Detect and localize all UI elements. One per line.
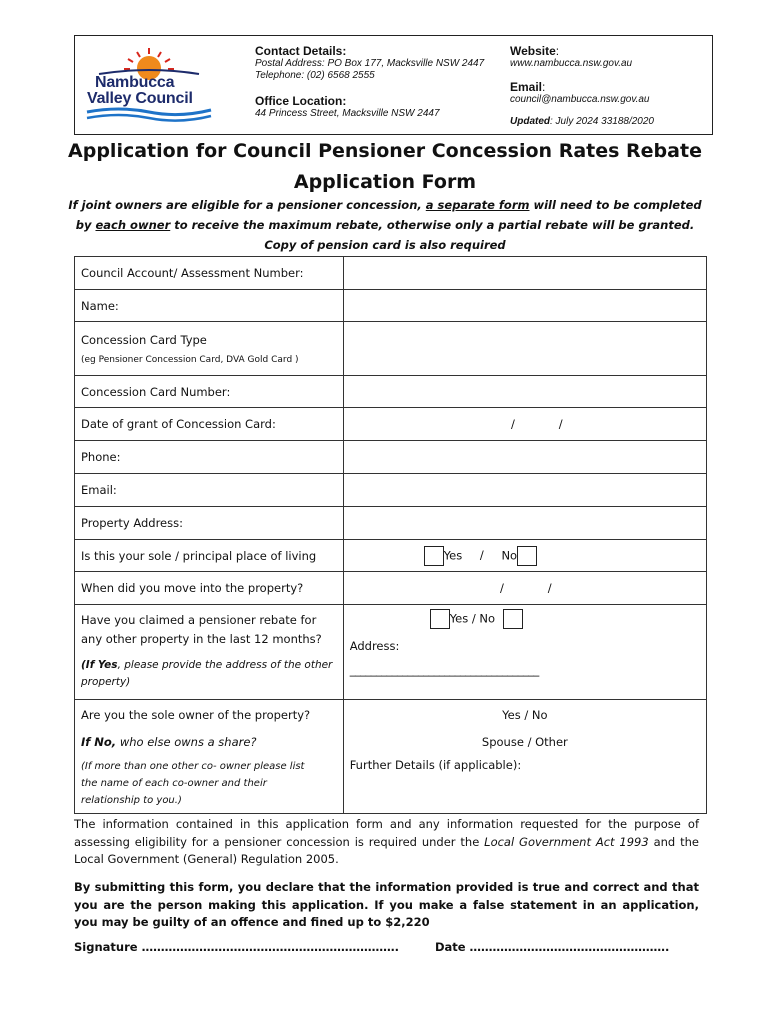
co-owner-line-3: relationship to you.)	[81, 794, 182, 806]
if-no-bold: If No,	[81, 734, 117, 749]
property-address-input[interactable]	[343, 507, 706, 540]
claimed-cell	[75, 605, 344, 700]
intro-emphasis: a separate form	[425, 198, 530, 212]
yes-no-label: Yes / No	[449, 611, 496, 626]
table-row	[75, 441, 707, 474]
if-yes-rest: , please provide the address of the other	[117, 659, 333, 671]
card-type-input[interactable]	[343, 322, 706, 376]
intro-text: to receive the maximum rebate, otherwise only a partial rebate will be granted.	[170, 218, 695, 232]
email-input[interactable]	[343, 474, 706, 507]
card-type-example: (eg Pensioner Concession Card, DVA Gold Card )	[81, 354, 299, 365]
property-address-label: Property Address:	[75, 507, 344, 540]
sole-owner-label: Are you the sole owner of the property?	[75, 700, 344, 730]
further-details-label: Further Details (if applicable):	[349, 757, 522, 772]
website-link[interactable]: www.nambucca.nsw.gov.au	[510, 58, 633, 69]
sole-owner-answer[interactable]: Yes / No	[343, 700, 706, 730]
intro-line-2	[0, 218, 770, 232]
sole-place-label: Is this your sole / principal place of living	[75, 540, 344, 572]
account-label: Council Account/ Assessment Number:	[75, 257, 344, 290]
move-in-label: When did you move into the property?	[75, 572, 344, 605]
if-no-cell	[75, 730, 344, 754]
claimed-line-2: any other property in the last 12 months?	[81, 632, 322, 646]
table-row	[75, 605, 707, 700]
sole-place-options	[343, 540, 706, 572]
date-grant-input[interactable]: / /	[343, 408, 706, 441]
postal-address: Postal Address: PO Box 177, Macksville NSW 2447	[255, 58, 485, 69]
table-row	[75, 408, 707, 441]
co-owner-note-cell	[75, 754, 344, 814]
further-details-input[interactable]	[343, 754, 706, 814]
email-title: Email	[510, 80, 543, 94]
sole-place-no-checkbox[interactable]	[517, 546, 537, 566]
privacy-statement	[74, 816, 699, 869]
table-row	[75, 700, 707, 730]
name-input[interactable]	[343, 290, 706, 322]
co-owner-line-2: the name of each co-owner and their	[81, 777, 267, 789]
claimed-line-1: Have you claimed a pensioner rebate for	[81, 613, 317, 627]
sole-place-yes-checkbox[interactable]	[424, 546, 444, 566]
council-logo	[79, 44, 219, 124]
page-title: Application for Council Pensioner Concession Rates Rebate	[68, 140, 702, 162]
telephone: Telephone: (02) 6568 2555	[255, 70, 375, 81]
table-row	[75, 257, 707, 290]
privacy-text-end: and the Local Government (General) Regulation 2005.	[74, 834, 699, 866]
date-field[interactable]: Date …………………………………………….	[434, 940, 670, 954]
intro-emphasis: each owner	[95, 218, 171, 232]
claimed-yes-checkbox[interactable]	[430, 609, 450, 629]
card-type-cell	[75, 322, 344, 376]
office-title: Office Location:	[255, 94, 347, 108]
logo-line-1: Nambucca	[95, 74, 175, 91]
no-label: No	[501, 548, 518, 562]
office-address: 44 Princess Street, Macksville NSW 2447	[255, 108, 440, 119]
card-number-input[interactable]	[343, 376, 706, 408]
if-yes-bold: (If Yes	[81, 659, 118, 671]
intro-line-3: Copy of pension card is also required	[264, 238, 506, 252]
email-link[interactable]: council@nambucca.nsw.gov.au	[510, 94, 650, 105]
logo-line-2: Valley Council	[87, 90, 193, 107]
updated-label: Updated	[510, 116, 550, 127]
table-row	[75, 474, 707, 507]
application-form-table	[74, 256, 707, 814]
claimed-answer-cell	[343, 605, 706, 700]
signature-field[interactable]: Signature ………………………………………………………….	[74, 940, 399, 954]
name-label: Name:	[75, 290, 344, 322]
table-row	[75, 540, 707, 572]
privacy-act: Local Government Act 1993	[484, 834, 649, 849]
table-row	[75, 322, 707, 376]
account-input[interactable]	[343, 257, 706, 290]
address-label: Address:	[349, 639, 400, 653]
privacy-text: The information contained in this application form and any information requested for the purpose of assessing eligibility for a pensioner concession is required under the	[74, 817, 699, 849]
phone-input[interactable]	[343, 441, 706, 474]
table-row	[75, 290, 707, 322]
intro-line-1	[0, 198, 770, 212]
intro-text: will need to be completed	[529, 198, 702, 212]
move-in-input[interactable]: / /	[343, 572, 706, 605]
slash-label: /	[479, 548, 484, 562]
phone-label: Phone:	[75, 441, 344, 474]
intro-text: If joint owners are eligible for a pensioner concession,	[68, 198, 426, 212]
claimed-no-checkbox[interactable]	[503, 609, 523, 629]
address-line-input[interactable]: ____________________________________	[349, 663, 539, 677]
table-row	[75, 507, 707, 540]
if-no-rest: who else owns a share?	[116, 734, 257, 749]
yes-label: Yes	[443, 548, 463, 562]
signature-row	[74, 940, 669, 954]
table-row	[75, 376, 707, 408]
table-row	[75, 754, 707, 814]
website-title: Website	[510, 44, 556, 58]
header-box: Nambucca Valley Council Contact Details: Postal Address: PO Box 177, Macksville NSW 2447 Telephone: (02) 6568 2555 Office Location: 44 Princess Street, Macksville NSW 2447 Website: www.nambucca.nsw.gov.au Email: council@nambucca.nsw.gov.au Updated: July 2024 33188/2020	[74, 35, 713, 135]
email-label: Email:	[75, 474, 344, 507]
date-grant-label: Date of grant of Concession Card:	[75, 408, 344, 441]
table-row	[75, 572, 707, 605]
spouse-other-answer[interactable]: Spouse / Other	[343, 730, 706, 754]
page-subtitle: Application Form	[293, 171, 477, 193]
co-owner-line-1: (If more than one other co- owner please list	[81, 760, 305, 772]
declaration: By submitting this form, you declare that the information provided is true and correct and that you are the person making this application. If you make a false statement in an application, you may be guilty of an offence and fined up to $2,220	[74, 880, 699, 929]
if-yes-line-2: property)	[81, 676, 131, 688]
intro-text: by	[75, 218, 96, 232]
updated-value: : July 2024 33188/2020	[550, 116, 654, 127]
table-row	[75, 730, 707, 754]
contact-title: Contact Details:	[255, 44, 347, 58]
if-yes-note	[81, 657, 337, 674]
card-number-label: Concession Card Number:	[75, 376, 344, 408]
card-type-label: Concession Card Type	[81, 332, 207, 347]
